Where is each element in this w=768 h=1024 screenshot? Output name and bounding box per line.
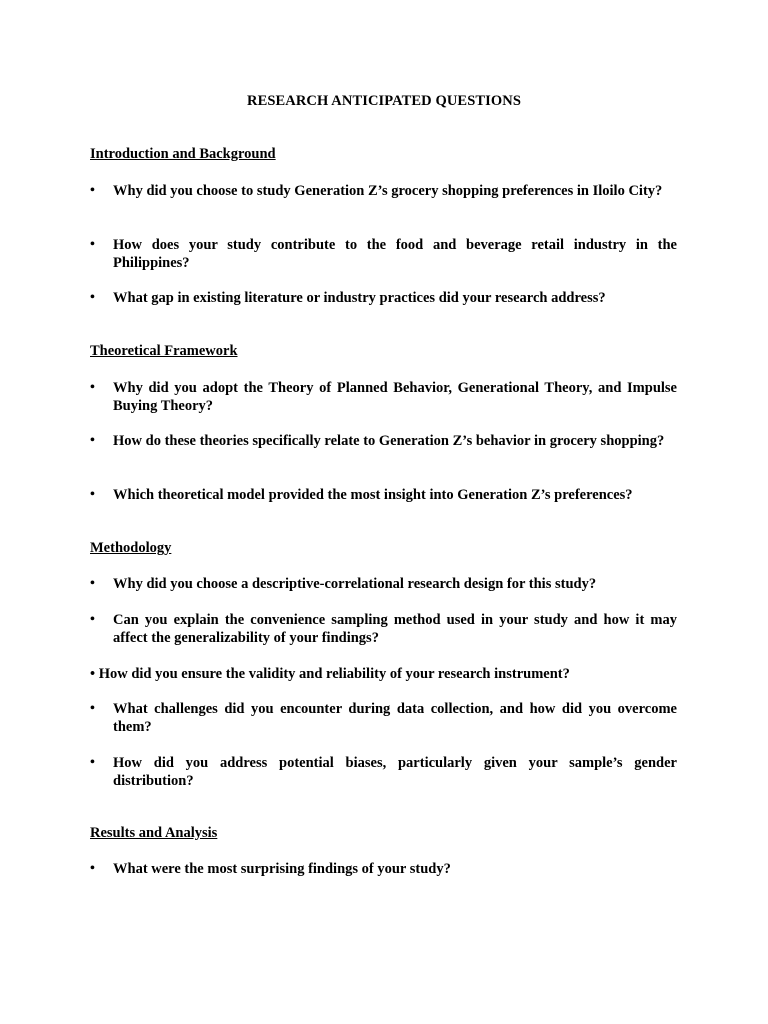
section-heading-theoretical-framework: Theoretical Framework (90, 343, 238, 359)
question-item (90, 700, 677, 736)
section-heading-methodology: Methodology (90, 540, 172, 556)
question-item (90, 486, 677, 504)
question-item (90, 289, 677, 307)
inline-bullet-icon: • (90, 666, 99, 682)
bullet-icon: • (90, 755, 95, 770)
section-heading-introduction: Introduction and Background (90, 146, 276, 162)
question-item (90, 754, 677, 790)
question-text: Why did you choose to study Generation Z’s grocery shopping preferences in Iloilo City? (113, 183, 663, 199)
question-text: Which theoretical model provided the most insight into Generation Z’s preferences? (113, 487, 633, 503)
question-item (90, 860, 677, 878)
question-item (90, 575, 677, 593)
bullet-icon: • (90, 612, 95, 627)
question-text: Why did you adopt the Theory of Planned Behavior, Generational Theory, and Impulse Buying Theory? (113, 380, 677, 414)
bullet-icon: • (90, 487, 95, 502)
question-text: What gap in existing literature or industry practices did your research address? (113, 290, 606, 306)
question-text: What challenges did you encounter during data collection, and how did you overcome them? (113, 701, 677, 735)
question-text: How did you ensure the validity and reliability of your research instrument? (98, 666, 570, 682)
question-text: What were the most surprising findings of your study? (113, 861, 451, 877)
bullet-icon: • (90, 576, 95, 591)
question-item (90, 379, 677, 415)
question-text: Can you explain the convenience sampling method used in your study and how it may affect the generalizability of your findings? (113, 612, 677, 646)
question-item (90, 182, 677, 200)
bullet-icon: • (90, 380, 95, 395)
bullet-icon: • (90, 861, 95, 876)
question-item (90, 236, 677, 272)
question-item (90, 432, 677, 450)
bullet-icon: • (90, 237, 95, 252)
bullet-icon: • (90, 701, 95, 716)
bullet-icon: • (90, 290, 95, 305)
question-text: How does your study contribute to the food and beverage retail industry in the Philippines? (113, 237, 677, 271)
bullet-icon: • (90, 433, 95, 448)
document-title: RESEARCH ANTICIPATED QUESTIONS (247, 93, 521, 109)
question-text: Why did you choose a descriptive-correlational research design for this study? (113, 576, 597, 592)
question-text: How did you address potential biases, particularly given your sample’s gender distribution? (113, 755, 677, 789)
section-heading-results-analysis: Results and Analysis (90, 825, 218, 841)
bullet-icon: • (90, 183, 95, 198)
question-item-inline-bullet (90, 665, 677, 683)
question-item (90, 611, 677, 647)
question-text: How do these theories specifically relate to Generation Z’s behavior in grocery shopping? (113, 433, 665, 449)
